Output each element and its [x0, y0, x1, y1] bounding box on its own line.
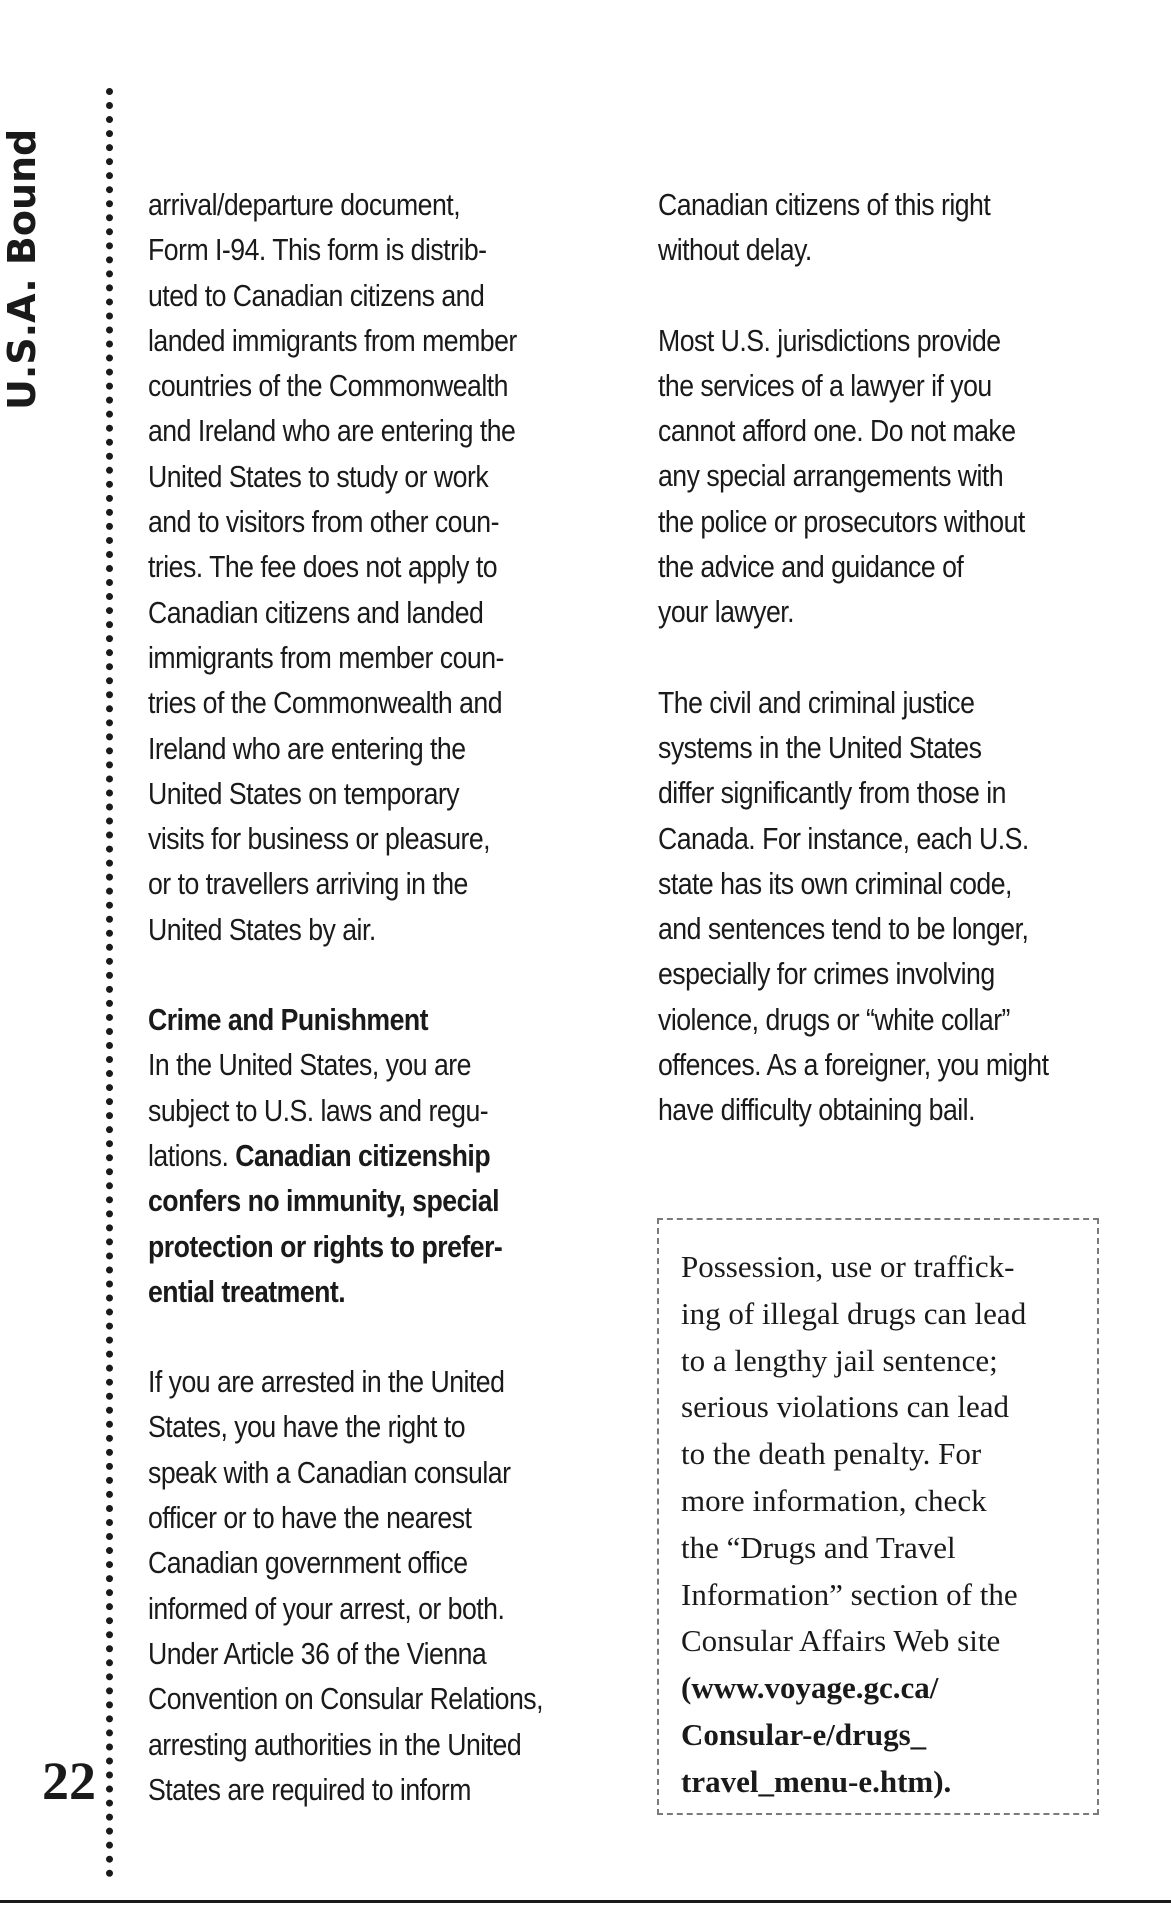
page-number: 22 — [42, 1751, 96, 1811]
paragraph-crime-text: In the United States, you are subject to U.S. laws and regu- lations. — [148, 1047, 489, 1173]
dotted-rule — [106, 88, 113, 1878]
bottom-rule — [0, 1900, 1171, 1903]
paragraph-justice-systems: The civil and criminal justice systems in the United States differ significantly from those in Canada. For instance, each U.S. state has its own criminal code, and sentences tend to be longer, especially for crimes involving violence, drugs or “white collar” offences. As a foreigner, you might have difficulty obtaining bail. — [658, 684, 1049, 1128]
running-title: U.S.A. Bound — [0, 128, 44, 410]
paragraph-i94: arrival/departure document, Form I-94. This form is distrib- uted to Canadian citizens and landed immigrants from member countries of the Commonwealth and Ireland who are entering the United States to study or work and to visitors from other coun- tries. The fee does not apply to Canadian citizens and landed immigrants from member coun- tries of the Commonwealth and Ireland who are entering the United States on temporary visits for business or pleasure, or to travellers arriving in the United States by air. — [148, 187, 517, 947]
drugs-info-box — [657, 1218, 1099, 1815]
info-box-text: Possession, use or traffick- ing of illegal drugs can lead to a lengthy jail sentence; serious violations can lead to the death penalty. For more information, check the “Drugs and Travel Information” section of the Consular Affairs Web site — [681, 1249, 1027, 1659]
right-column — [658, 182, 1122, 1178]
paragraph-crime — [148, 997, 595, 1314]
paragraph-lawyer: Most U.S. jurisdictions provide the services of a lawyer if you cannot afford one. Do not make any special arrangements with the police or prosecutors without the advice and guidance of your lawyer. — [658, 322, 1025, 630]
paragraph-arrest: If you are arrested in the United States, you have the right to speak with a Canadian consular officer or to have the nearest Canadian government office informed of your arrest, or both. Under Article 36 of the Vienna Convention on Consular Relations, arresting authorities in the United States are required to inform — [148, 1364, 543, 1807]
paragraph-crime-emphasis: Canadian citizenship confers no immunity, special protection or rights to prefer- ential treatment. — [148, 1137, 503, 1309]
paragraph-continuation: Canadian citizens of this right without delay. — [658, 187, 991, 268]
section-heading: Crime and Punishment — [148, 1002, 429, 1038]
left-column — [148, 182, 595, 1857]
info-box-url: (www.voyage.gc.ca/ Consular-e/drugs_ travel_menu-e.htm). — [681, 1670, 952, 1799]
